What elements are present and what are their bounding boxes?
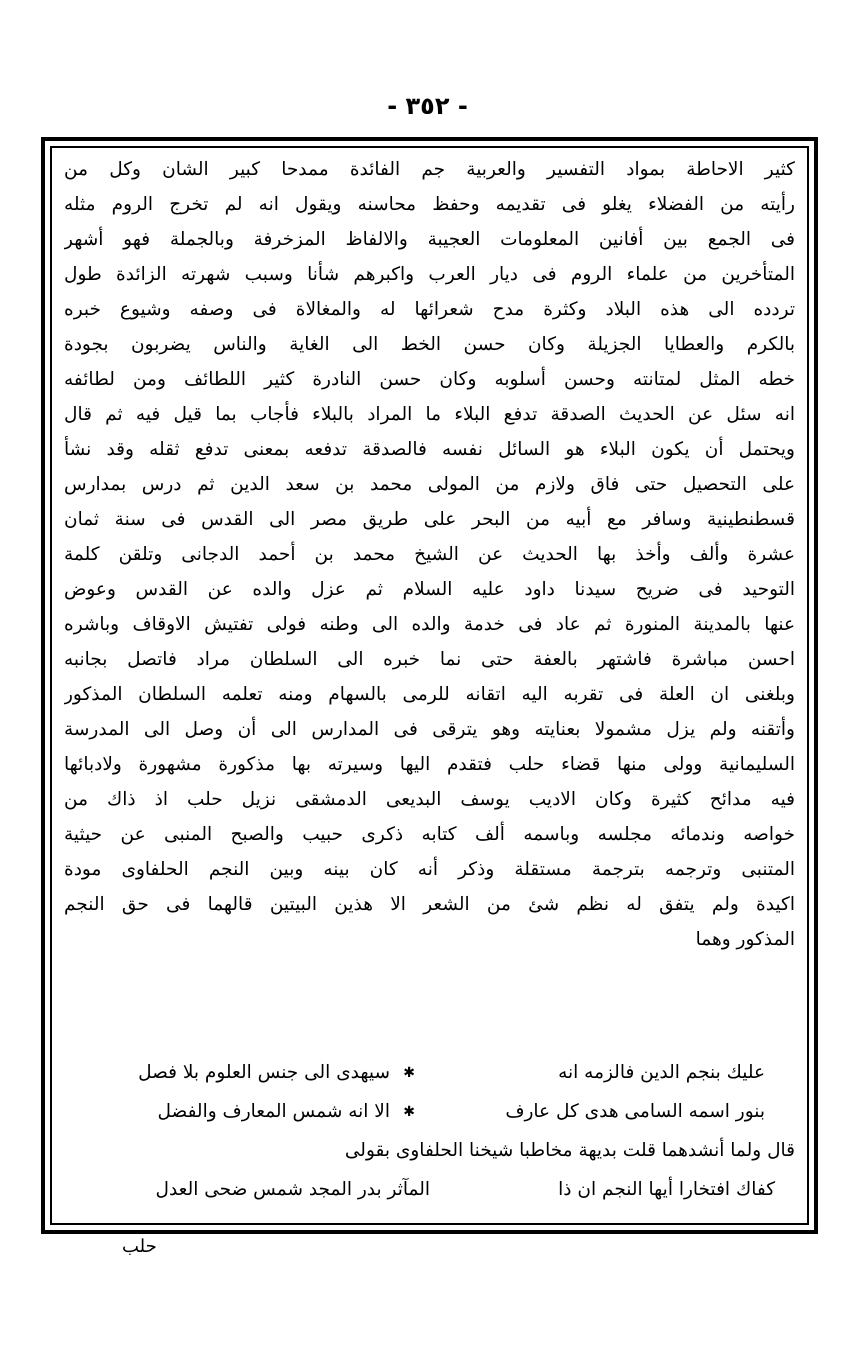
text-line: انه سئل عن الحديث الصدقة تدفع البلاء ما المراد بالبلاء فأجاب بما قيل فيه ثم قال <box>64 404 795 425</box>
verse-line <box>64 1172 795 1208</box>
text-line: تردده الى هذه البلاد وكثرة مدح شعرائها له والمغالاة فى وصفه وشيوع خبره <box>64 299 795 320</box>
text-line: على التحصيل حتى فاق ولازم من المولى محمد بن سعد الدين ثم درس بمدارس <box>64 474 795 495</box>
verse-first-hemistich: عليك بنجم الدين فالزمه انه <box>558 1062 765 1083</box>
verse-second-hemistich: المآثر بدر المجد شمس ضحى العدل <box>155 1179 430 1200</box>
text-line: خواصه وندمائه مجلسه وباسمه ألف كتابه ذكرى حبيب والصبح المنبى عن حيثية <box>64 824 795 845</box>
verse-first-hemistich: كفاك افتخارا أيها النجم ان ذا <box>558 1179 775 1200</box>
text-line: ويحتمل أن يكون البلاء هو السائل نفسه فالصدقة تدفعه بمعنى تدفع ثقله وقد نشأ <box>64 439 795 460</box>
verse-line <box>64 1094 795 1130</box>
text-line: كثير الاحاطة بمواد التفسير والعربية جم الفائدة ممدحا كبير الشان وكل من <box>64 159 795 180</box>
text-line: خطه المثل لمتانته وحسن أسلوبه وكان حسن النادرة كثير اللطائف ومن لطائفه <box>64 369 795 390</box>
text-line: فى الجمع بين أفانين المعلومات العجيبة والالفاظ المزخرفة وبالجملة فهو أشهر <box>64 229 795 250</box>
text-line: عشرة وألف وأخذ بها الحديث عن الشيخ محمد بن أحمد الدجانى وتلقن كلمة <box>64 544 795 565</box>
body-text <box>64 152 795 957</box>
text-line: عنها بالمدينة المنورة ثم عاد فى خدمة والده الى وطنه فولى تفتيش الاوقاف وباشره <box>64 614 795 635</box>
text-line: وبلغنى ان العلة فى تقربه اليه اتقانه للرمى بالسهام ومنه تعلمه السلطان المذكور <box>64 684 795 705</box>
text-line: السليمانية وولى منها قضاء حلب فتقدم اليها وسيرته بها مذكورة مشهورة ولادبائها <box>64 754 795 775</box>
text-line: احسن مباشرة فاشتهر بالعفة حتى نما خبره الى السلطان مراد فاتصل بجانبه <box>64 649 795 670</box>
verse-line <box>64 1055 795 1091</box>
text-line: قال ولما أنشدهما قلت بديهة مخاطبا شيخنا الحلفاوى بقولى <box>344 1140 795 1161</box>
text-line: بالكرم والعطايا الجزيلة وكان حسن الخط الى الغاية والناس يضربون بجودة <box>64 334 795 355</box>
text-line: المتأخرين من علماء الروم فى ديار العرب واكبرهم شأنا وسبب شهرته الزائدة طول <box>64 264 795 285</box>
text-line: فيه مدائح كثيرة وكان الاديب يوسف البديعى الدمشقى نزيل حلب اذ ذاك من <box>64 789 795 810</box>
text-line: التوحيد فى ضريح سيدنا داود عليه السلام ثم عزل والده عن القدس وعوض <box>64 579 795 600</box>
verse-separator: ✱ <box>403 1065 415 1081</box>
text-line: قسطنطينية وسافر مع أبيه من البحر على طريق مصر الى القدس فى سنة ثمان <box>64 509 795 530</box>
text-line: اكيدة ولم يتفق له نظم شئ من الشعر الا هذين البيتين قالهما فى حق النجم <box>64 894 795 915</box>
text-line: وأتقنه ولم يزل مشمولا بعنايته وهو يترقى فى المدارس الى أن وصل الى المدرسة <box>64 719 795 740</box>
verse-separator: ✱ <box>403 1104 415 1120</box>
text-line: المتنبى وترجمه بترجمة مستقلة وذكر أنه كان بينه وبين النجم الحلفاوى مودة <box>64 859 795 880</box>
text-line: المذكور وهما <box>695 929 795 950</box>
page-number: - ٣٥٢ - <box>387 92 468 120</box>
verse-first-hemistich: بنور اسمه السامى هدى كل عارف <box>505 1101 765 1122</box>
text-line: رأيته من الفضلاء يغلو فى تقديمه وحفظ محاسنه ويقول انه لم تخرج الروم مثله <box>64 194 795 215</box>
verse-second-hemistich: سيهدى الى جنس العلوم بلا فصل <box>138 1062 390 1083</box>
catchword: حلب <box>122 1236 157 1257</box>
verse-second-hemistich: الا انه شمس المعارف والفضل <box>157 1101 390 1122</box>
